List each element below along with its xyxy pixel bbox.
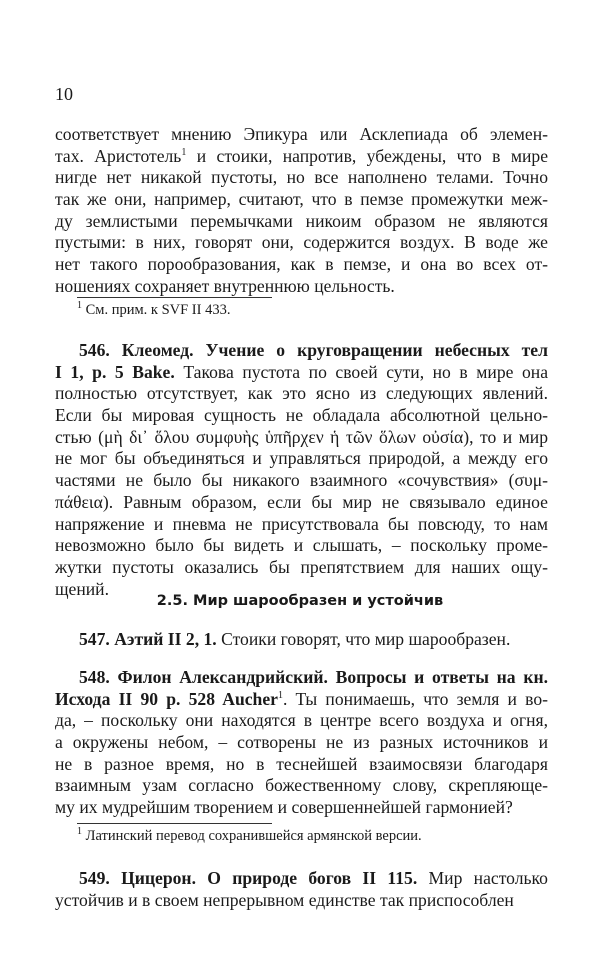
body-text: частями не было бы никакого взаимного «сочувствия» (συμ- xyxy=(55,470,548,491)
entry-549 xyxy=(55,868,548,911)
text-line xyxy=(55,754,548,776)
section-heading: 2.5. Мир шарообразен и устойчив xyxy=(156,593,444,609)
footnote-reference: 1 xyxy=(181,146,187,158)
text-line xyxy=(55,254,548,276)
body-text: соответствует мнению Эпикура или Асклепиада об элемен- xyxy=(55,124,548,144)
footnote-text: Латинский перевод сохранившейся армянской версии. xyxy=(82,828,422,844)
body-text: напряжение и пневма не присутствовала бы повсюду, то нам xyxy=(55,513,548,534)
text-line xyxy=(55,340,548,362)
footnote-mark: 1 xyxy=(77,300,82,312)
body-text: Если бы мировая сущность не обладала абсолютной цельно- xyxy=(55,405,548,426)
text-line xyxy=(55,732,548,754)
page-number: 10 xyxy=(55,84,73,104)
body-text: Мир настолько xyxy=(417,868,548,888)
entry-source-citation: 546. Клеомед. Учение о круговращении небесных тел xyxy=(79,340,548,360)
body-text: пустыми: в них, говорят они, содержится воздух. В воде же xyxy=(55,232,548,253)
text-line xyxy=(55,146,548,168)
text-line xyxy=(55,362,548,384)
text-line xyxy=(55,448,548,470)
body-text: взаимным узам согласно божественному слову, скрепляюще- xyxy=(55,775,548,796)
entry-source-citation: 547. Аэтий II 2, 1. xyxy=(79,629,217,649)
entry-source-citation: I 1, p. 5 Bake. xyxy=(55,361,175,382)
body-text: да, – поскольку они находятся в центре всего воздуха и огня, xyxy=(55,710,548,731)
text-line xyxy=(55,797,548,819)
body-text: ношениях сохраняет внутреннюю цельность. xyxy=(55,275,395,296)
text-line xyxy=(55,557,548,579)
text-line xyxy=(55,383,548,405)
text-line xyxy=(55,689,548,711)
text-line xyxy=(55,775,548,797)
text-line xyxy=(55,890,548,912)
body-text: невозможно было бы видеть и слышать, – поскольку проме- xyxy=(55,535,548,556)
text-line xyxy=(55,514,548,536)
text-line xyxy=(55,276,548,298)
footnote-divider xyxy=(77,297,272,298)
entry-546 xyxy=(55,340,548,600)
body-text: нет такого порообразования, как в пемзе, и она во всех от- xyxy=(55,254,548,275)
body-text: жутки пустоты оказались бы препятствием для наших ощу- xyxy=(55,556,548,577)
footnote-mark: 1 xyxy=(77,826,82,838)
text-line xyxy=(55,535,548,557)
entry-source-citation: 548. Филон Александрийский. Вопросы и ответы на кн. xyxy=(79,667,548,687)
entry-548 xyxy=(55,667,548,819)
body-text: Такова пустота по своей сути, но в мире она xyxy=(174,361,549,382)
footnote-divider xyxy=(77,823,272,824)
paragraph-continuation xyxy=(55,124,548,298)
body-text: щений. xyxy=(55,578,110,599)
text-line xyxy=(55,405,548,427)
footnote-1 xyxy=(77,302,230,319)
body-text: а окружены небом, – сотворены не из разных источников и xyxy=(55,732,548,753)
text-line xyxy=(55,211,548,233)
text-line xyxy=(55,868,548,890)
body-text: πάθεια). Равным образом, если бы мир не связывало единое xyxy=(55,491,548,512)
body-text: ду землистыми перемычками никоим образом не являются xyxy=(55,210,548,231)
text-line xyxy=(55,470,548,492)
body-text: не мог бы объединяться и управляться природой, а между его xyxy=(55,448,548,469)
text-line xyxy=(55,629,548,651)
footnote-2 xyxy=(77,828,422,845)
footnote-reference: 1 xyxy=(277,689,283,701)
body-text: и стоики, напротив, убеждены, что в мире xyxy=(186,145,548,166)
body-text: му их мудрейшим творением и совершеннейшей гармонией? xyxy=(55,797,513,818)
body-text: не в разное время, но в теснейшей взаимосвязи благодаря xyxy=(55,753,548,774)
body-text: стью (μὴ δι᾽ ὅλου συμφυὴς ὑπῆρχεν ἡ τῶν ὅλων οὐσία), то и мир xyxy=(55,426,548,447)
body-text: полностью отсутствует, как это ясно из следующих явлений. xyxy=(55,383,548,404)
text-line xyxy=(55,189,548,211)
body-text: устойчив и в своем непрерывном единстве так приспособлен xyxy=(55,889,514,910)
body-text: нигде нет никакой пустоты, но все наполнено телами. Точно xyxy=(55,167,548,188)
footnote-text: См. прим. к SVF II 433. xyxy=(82,302,231,318)
text-line xyxy=(55,492,548,514)
text-line xyxy=(55,710,548,732)
entry-547 xyxy=(55,629,548,651)
body-text: . Ты понимаешь, что земля и во- xyxy=(282,688,548,709)
text-line xyxy=(55,667,548,689)
text-line xyxy=(55,232,548,254)
body-text: Стоики говорят, что мир шарообразен. xyxy=(216,629,511,649)
entry-source-citation: Исхода II 90 p. 528 Aucher xyxy=(55,688,278,709)
text-line xyxy=(55,167,548,189)
body-text: тах. Аристотель xyxy=(55,145,182,166)
text-line xyxy=(55,124,548,146)
text-line xyxy=(55,427,548,449)
entry-source-citation: 549. Цицерон. О природе богов II 115. xyxy=(79,868,418,888)
body-text: так же они, например, считают, что в пемзе промежутки меж- xyxy=(55,189,548,210)
